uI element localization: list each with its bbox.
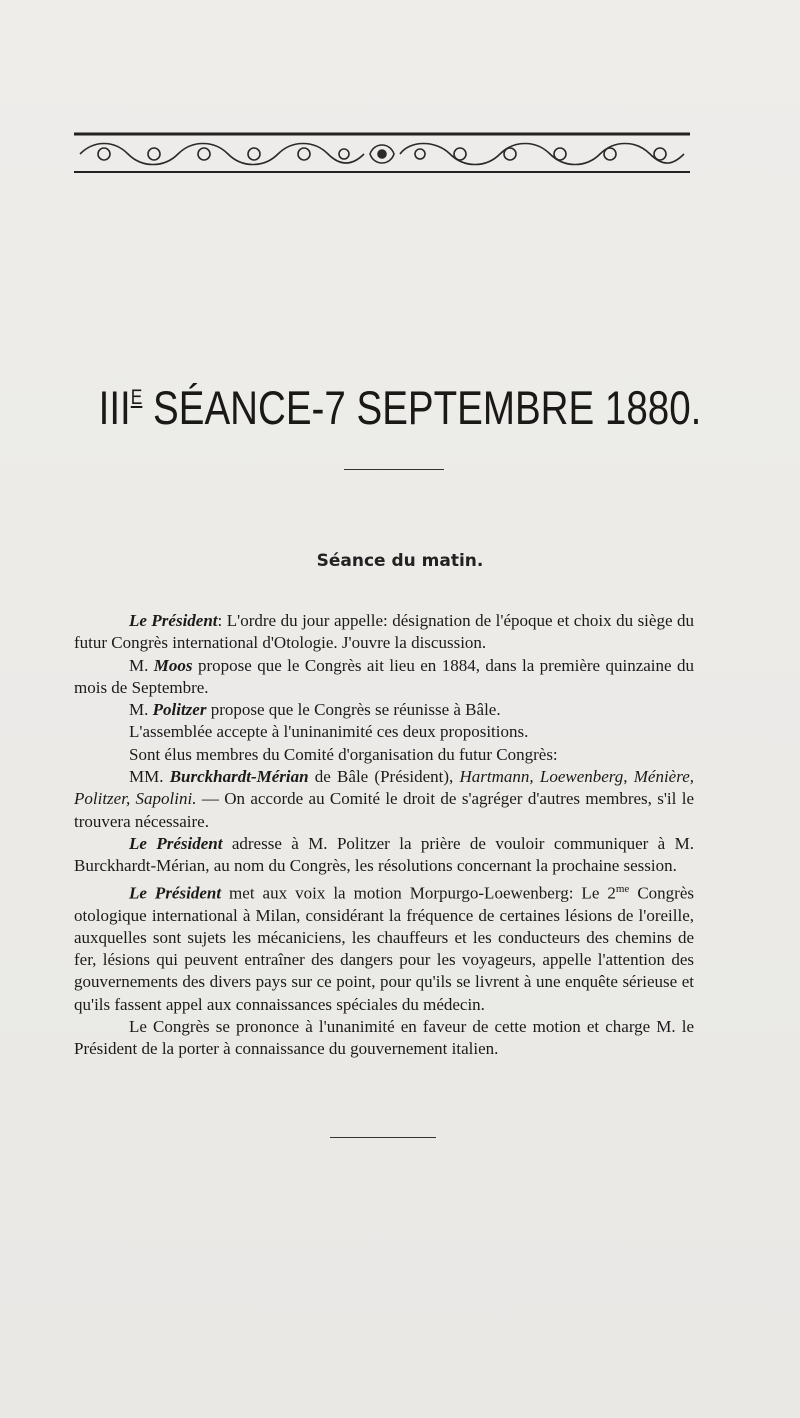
paragraph-text: propose que le Congrès se réunisse à Bâle. — [206, 700, 501, 720]
paragraph-text: M. — [129, 655, 154, 675]
paragraph-text: Congrès otologique international à Milan, considérant la fréquence de certaines lésions de l'oreille, auxquelles sont sujets les mécaniciens, les chauffeurs et les conducteurs des chemins de fer, lésions qui peuvent entraîner des dangers pour les voyageurs, appelle l'attention des gouvernements des divers pays sur ce point, pour qu'ils se livrent à une enquête sérieuse et qu'ils fassent appel aux connaissances spéciales du médecin. — [74, 883, 694, 1014]
paragraph: L'assemblée accepte à l'uninanimité ces deux propositions. — [129, 722, 529, 742]
paragraph — [74, 878, 694, 1016]
member-names: Hartmann, Loewenberg, Ménière, Politzer, Sapolini. — [74, 767, 694, 809]
title-text: SÉANCE-7 SEPTEMBRE 1880. — [142, 381, 702, 434]
paragraph — [74, 833, 694, 878]
paragraph-text: MM. — [129, 767, 170, 787]
section-subtitle: Séance du matin. — [316, 551, 484, 571]
member-name: Burckhardt-Mérian — [169, 767, 309, 787]
title-roman-numeral: III — [98, 381, 131, 434]
paragraph — [74, 655, 694, 700]
speaker-name: Le Président — [129, 611, 218, 630]
paragraph — [74, 766, 694, 833]
paragraph-text: met aux voix la motion Morpurgo-Loewenberg: Le 2 — [221, 883, 616, 903]
paragraph-text: de Bâle (Président), — [308, 767, 460, 787]
speaker-name: Le Président — [129, 833, 223, 853]
body-text — [74, 610, 694, 1061]
speaker-name: Le Président — [129, 883, 222, 903]
ordinal-superscript: me — [615, 882, 630, 895]
closing-rule — [330, 1137, 436, 1138]
paragraph-text: — On accorde au Comité le droit de s'agréger d'autres membres, s'il le trouvera nécessaire. — [74, 789, 695, 831]
divider-rule — [344, 469, 444, 470]
speaker-name: Moos — [153, 655, 193, 675]
paragraph — [74, 699, 694, 721]
title-superscript: E — [130, 385, 143, 409]
paragraph-text: M. — [129, 700, 153, 720]
page-title — [72, 380, 728, 435]
paragraph-text: : L'ordre du jour appelle: désignation de l'époque et choix du siège du futur Congrès international d'Otologie. J'ouvre la discussion. — [74, 611, 694, 653]
paragraph — [74, 610, 694, 655]
paragraph: Sont élus membres du Comité d'organisation du futur Congrès: — [129, 744, 558, 764]
ornamental-header-band — [74, 132, 690, 174]
paragraph-text: adresse à M. Politzer la prière de vouloir communiquer à M. Burckhardt-Mérian, au nom du Congrès, les résolutions concernant la prochaine session. — [74, 833, 694, 876]
paragraph: Le Congrès se prononce à l'unanimité en faveur de cette motion et charge M. le Président de la porter à connaissance du gouvernement italien. — [74, 1017, 694, 1059]
paragraph-text: propose que le Congrès ait lieu en 1884, dans la première quinzaine du mois de Septembre. — [74, 655, 694, 697]
speaker-name: Politzer — [152, 700, 207, 720]
